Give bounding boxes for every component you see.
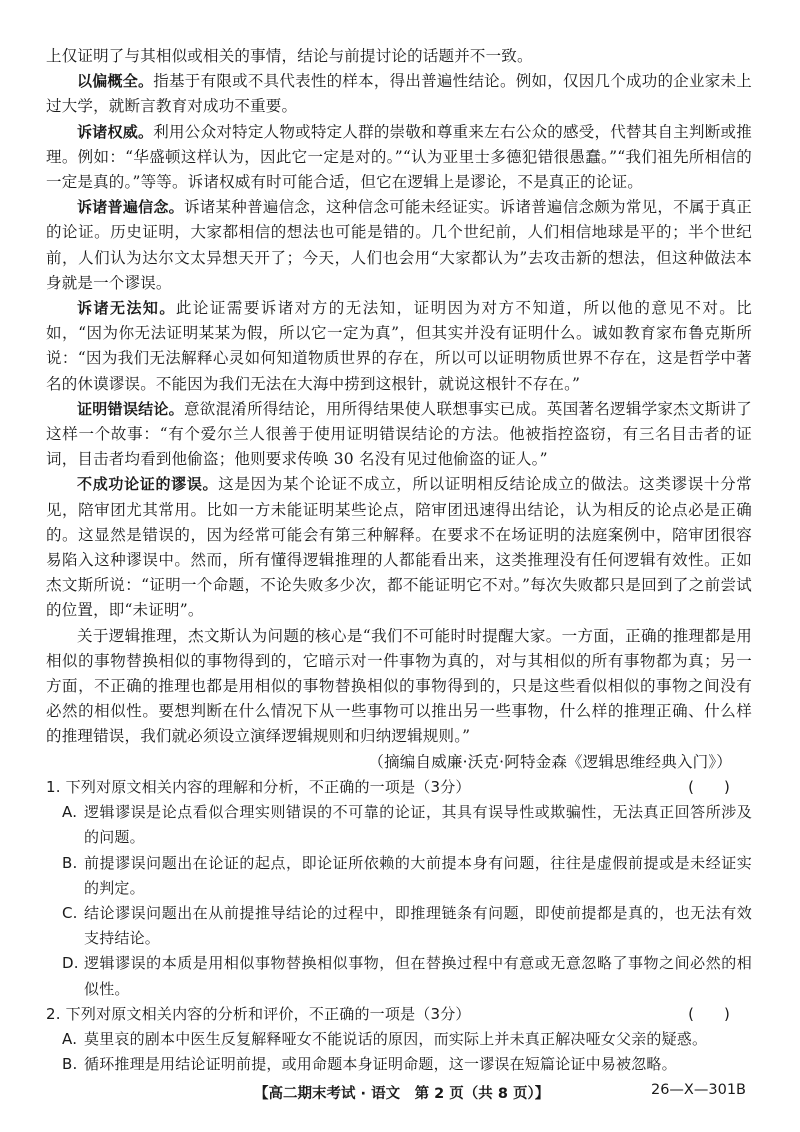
term-heading: 不成功论证的谬误。 [77,475,219,494]
page-footer [46,1082,752,1106]
term-heading: 诉诸无法知。 [77,299,176,318]
option-a: A. 莫里哀的剧本中医生反复解释哑女不能说话的原因，而实际上并未真正解决哑女父亲的疑惑。 [62,1029,708,1048]
option-d: D. 逻辑谬误的本质是用相似事物替换相似事物，但在替换过程中有意或无意忽略了事物之间必然的相似性。 [62,954,752,998]
article-body [46,44,752,1077]
option-b: B. 前提谬误问题出在论证的起点，即论证所依赖的大前提本身有问题，往往是虚假前提或是未经证实的判定。 [62,853,752,897]
paragraph: 以偏概全。指基于有限或不具代表性的样本，得出普遍性结论。例如，仅因几个成功的企业家未上过大学，就断言教育对成功不重要。 [46,72,752,116]
option-b: B. 循环推理是用结论证明前提，或用命题本身证明命题，这一谬误在短篇论证中易被忽略。 [62,1055,677,1074]
answer-blank: ( ) [688,777,730,796]
term-heading: 证明错误结论。 [77,399,184,418]
paragraph: 上仅证明了与其相似或相关的事情，结论与前提讨论的话题并不一致。 [46,47,533,65]
term-heading: 诉诸普遍信念。 [77,198,184,217]
term-heading: 以偏概全。 [77,72,154,91]
option-a: A. 逻辑谬误是论点看似合理实则错误的不可靠的论证，其具有误导性或欺骗性，无法真正回答所涉及的问题。 [62,803,752,847]
term-heading: 诉诸权威。 [77,122,154,141]
question-2-stem: 2. 下列对原文相关内容的分析和评价，不正确的一项是（3分） ( ) [46,1002,752,1027]
paragraph: 诉诸无法知。此论证需要诉诸对方的无法知，证明因为对方不知道，所以他的意见不对。比如，“因为你无法证明某某为假，所以它一定为真”，但其实并没有证明什么。诚如教育家布鲁克斯所说：“因为我们无法解释心灵如何知道物质世界的存在，所以可以证明物质世界不存在，这是哲学中著名的休谟谬误。不能因为我们无法在大海中捞到这根针，就说这根针不存在。” [46,299,752,393]
footer-paper-code: 26—X—301B [650,1082,746,1098]
footer-exam-title: 【高二期末考试 · 语文 第 2 页（共 8 页）】 [254,1086,550,1102]
option-c: C. 结论谬误问题出在从前提推导结论的过程中，即推理链条有问题，即使前提都是真的，也无法有效支持结论。 [62,903,752,948]
paragraph: 证明错误结论。意欲混淆所得结论，用所得结果使人联想事实已成。英国著名逻辑学家杰文斯讲了这样一个故事：“有个爱尔兰人很善于使用证明错误结论的方法。他被指控盗窃，有三名目击者的证词，目击者均看到他偷盗；他则要求传唤 30 名没有见过他偷盗的证人。” [46,399,752,469]
paragraph: 不成功论证的谬误。这是因为某个论证不成立，所以证明相反结论成立的做法。这类谬误十分常见，陪审团尤其常用。比如一方未能证明某些论点，陪审团迅速得出结论，认为相反的论点必是正确的。这显然是错误的，因为经常可能会有第三种解释。在要求不在场证明的法庭案例中，陪审团很容易陷入这种谬误中。然而，所有懂得逻辑推理的人都能看出来，这类推理没有任何逻辑有效性。正如杰文斯所说：“证明一个命题，不论失败多少次，都不能证明它不对。”每次失败都只是回到了之前尝试的位置，即“未证明”。 [46,475,752,620]
answer-blank: ( ) [688,1004,730,1023]
question-1-stem: 1. 下列对原文相关内容的理解和分析，不正确的一项是（3分） ( ) [46,775,752,800]
paragraph: 诉诸权威。利用公众对特定人物或特定人群的崇敬和尊重来左右公众的感受，代替其自主判断或推理。例如：“华盛顿这样认为，因此它一定是对的。”“认为亚里士多德犯错很愚蠢。”“我们祖先所相信的一定是真的。”等等。诉诸权威有时可能合适，但它在逻辑上是谬论，不是真正的论证。 [46,122,752,192]
paragraph: 关于逻辑推理，杰文斯认为问题的核心是“我们不可能时时提醒大家。一方面，正确的推理都是用相似的事物替换相似的事物得到的，它暗示对一件事物为真的，对与其相似的所有事物都为真；另一方面，不正确的推理也都是用相似的事物替换相似的事物得到的，只是这些看似相似的事物之间没有必然的相似性。要想判断在什么情况下从一些事物可以推出另一些事物，什么样的推理正确、什么样的推理错误，我们就必须设立演绎逻辑规则和归纳逻辑规则。” [46,626,752,746]
source-citation: （摘编自威廉·沃克·阿特金森《逻辑思维经典入门》） [368,752,732,771]
paragraph: 诉诸普遍信念。诉诸某种普遍信念，这种信念可能未经证实。诉诸普遍信念颇为常见，不属于真正的论证。历史证明，大家都相信的想法也可能是错的。几个世纪前，人们相信地球是平的；半个世纪前，人们认为达尔文太异想天开了；今天，人们也会用“大家都认为”去攻击新的想法，但这种做法本身就是一个谬误。 [46,198,752,292]
